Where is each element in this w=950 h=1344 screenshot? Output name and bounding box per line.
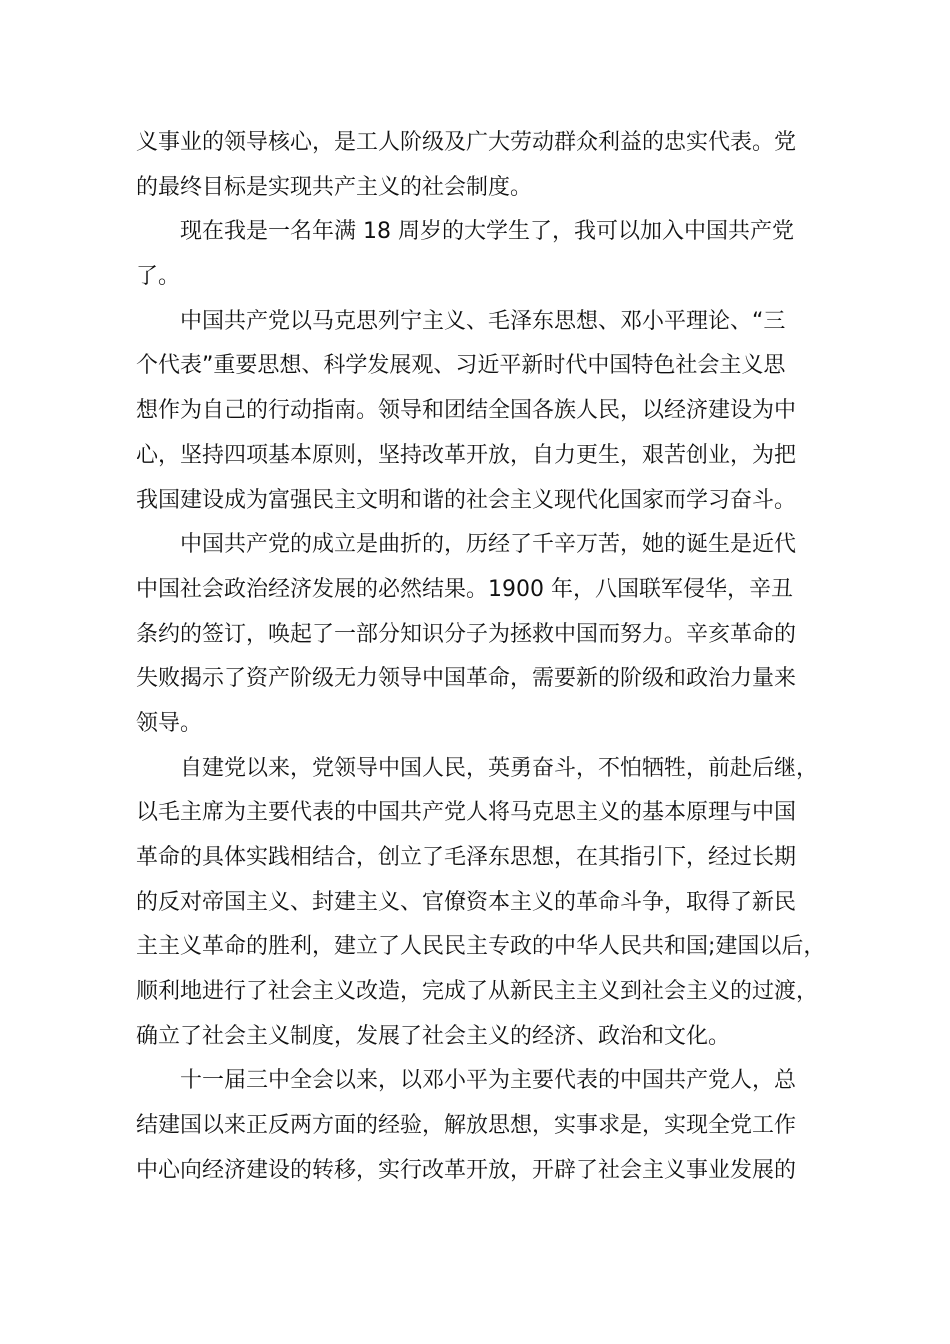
text-line: 失败揭示了资产阶级无力领导中国革命，需要新的阶级和政治力量来 <box>136 666 797 692</box>
paragraph-party-founding <box>136 523 826 746</box>
text-line: 主主义革命的胜利，建立了人民民主专政的中华人民共和国;建国以后， <box>136 934 826 960</box>
text-line: 以毛主席为主要代表的中国共产党人将马克思主义的基本原理与中国 <box>136 800 797 826</box>
text-line: 现在我是一名年满 18 周岁的大学生了，我可以加入中国共产党 <box>136 219 794 245</box>
text-line: 领导。 <box>136 710 203 736</box>
text-line: 自建党以来，党领导中国人民，英勇奋斗，不怕牺牲，前赴后继， <box>136 755 819 781</box>
text-line: 条约的签订，唤起了一部分知识分子为拯救中国而努力。辛亥革命的 <box>136 621 797 647</box>
text-line: 十一届三中全会以来，以邓小平为主要代表的中国共产党人，总 <box>136 1068 797 1094</box>
paragraph-revolution-history <box>136 747 826 1060</box>
text-line: 中国共产党的成立是曲折的，历经了千辛万苦，她的诞生是近代 <box>136 532 797 558</box>
paragraph-guiding-ideology <box>136 300 826 523</box>
text-line: 确立了社会主义制度，发展了社会主义的经济、政治和文化。 <box>136 1023 731 1049</box>
document-body <box>136 121 826 1194</box>
paragraph-party-nature <box>136 121 826 210</box>
text-line: 结建国以来正反两方面的经验，解放思想，实事求是，实现全党工作 <box>136 1113 797 1139</box>
text-line: 革命的具体实践相结合，创立了毛泽东思想，在其指引下，经过长期 <box>136 845 797 870</box>
text-line: 顺利地进行了社会主义改造，完成了从新民主主义到社会主义的过渡， <box>136 979 819 1005</box>
text-line: 中国社会政治经济发展的必然结果。1900 年，八国联军侵华，辛丑 <box>136 576 793 602</box>
text-line: 的最终目标是实现共产主义的社会制度。 <box>136 174 533 200</box>
text-line: 的反对帝国主义、封建主义、官僚资本主义的革命斗争，取得了新民 <box>136 889 797 915</box>
text-line: 义事业的领导核心，是工人阶级及广大劳动群众利益的忠实代表。党 <box>136 130 797 155</box>
text-line: 了。 <box>136 264 181 290</box>
text-line: 我国建设成为富强民主文明和谐的社会主义现代化国家而学习奋斗。 <box>136 487 797 513</box>
text-line: 心，坚持四项基本原则，坚持改革开放，自力更生，艰苦创业，为把 <box>136 442 797 468</box>
text-line: 个代表”重要思想、科学发展观、习近平新时代中国特色社会主义思 <box>136 353 786 379</box>
text-line: 中国共产党以马克思列宁主义、毛泽东思想、邓小平理论、“三 <box>136 308 786 334</box>
paragraph-reform-era <box>136 1059 826 1193</box>
text-line: 想作为自己的行动指南。领导和团结全国各族人民，以经济建设为中 <box>136 398 797 424</box>
paragraph-personal-statement <box>136 210 826 299</box>
text-line: 中心向经济建设的转移，实行改革开放，开辟了社会主义事业发展的 <box>136 1157 797 1183</box>
